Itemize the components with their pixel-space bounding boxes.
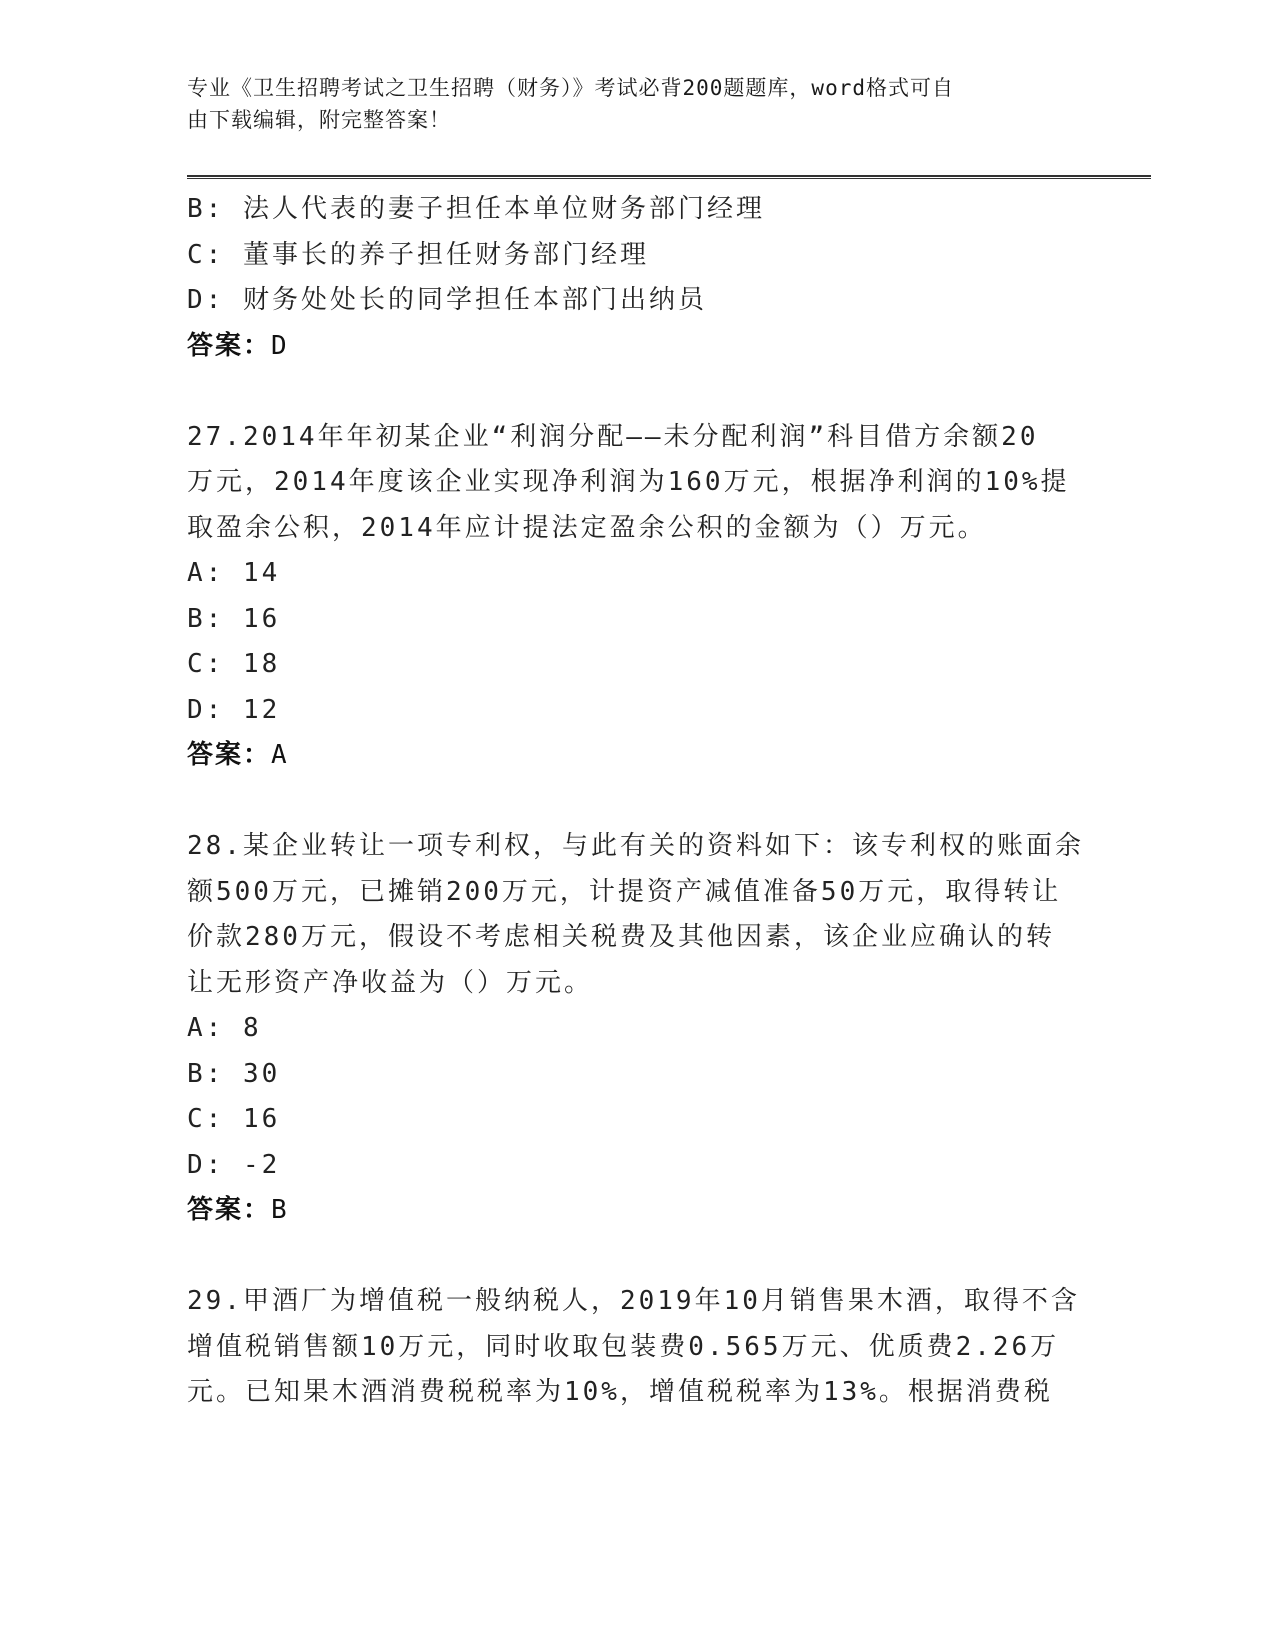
option-c: C: 董事长的养子担任财务部门经理 [187,239,649,270]
spacer [187,779,1077,825]
header-divider [187,175,1151,179]
option-b: B: 16 [187,603,281,634]
option-d: D: 财务处处长的同学担任本部门出纳员 [187,285,707,315]
spacer [187,369,1077,415]
question-stem-line: 28.某企业转让一项专利权，与此有关的资料如下：该专利权的账面余 [187,831,1084,861]
option-c: C: 16 [187,1104,281,1134]
question-content [187,187,1084,1416]
header-line-1: 专业《卫生招聘考试之卫生招聘（财务）》考试必背200题题库，word格式可自 [187,76,954,100]
option-b: B: 30 [187,1058,281,1089]
answer-value: A [271,740,287,770]
answer-label: 答案： [187,1195,272,1225]
answer-line [187,324,1077,370]
question-stem-line: 元。已知果木酒消费税税率为10%，增值税税率为13%。根据消费税 [187,1377,1053,1407]
question-stem-line: 价款280万元，假设不考虑相关税费及其他因素，该企业应确认的转 [187,922,1055,952]
question-stem-line: 取盈余公积，2014年应计提法定盈余公积的金额为（）万元。 [187,512,987,543]
question-stem-line: 增值税销售额10万元，同时收取包装费0.565万元、优质费2.26万 [187,1331,1060,1362]
option-b: B: 法人代表的妻子担任本单位财务部门经理 [187,194,765,224]
answer-value: B [271,1195,287,1225]
option-a: A: 8 [187,1013,262,1043]
question-28 [187,824,1084,1234]
question-stem-line: 让无形资产净收益为（）万元。 [187,967,594,998]
question-stem-line: 27.2014年年初某企业“利润分配——未分配利润”科目借方余额20 [187,421,1039,452]
answer-line [187,1188,1077,1234]
question-27 [187,415,1077,779]
question-26 [187,187,1077,369]
option-c: C: 18 [187,649,281,679]
spacer [187,1234,1077,1280]
question-stem-line: 29.甲酒厂为增值税一般纳税人，2019年10月销售果木酒，取得不含 [187,1286,1080,1316]
option-a: A: 14 [187,558,281,588]
header-line-2: 由下载编辑，附完整答案！ [187,108,451,132]
question-stem-line: 额500万元，已摊销200万元，计提资产减值准备50万元，取得转让 [187,876,1062,907]
answer-label: 答案： [187,330,272,361]
page-header [187,72,1067,136]
answer-label: 答案： [187,740,272,770]
answer-value: D [271,330,287,361]
option-d: D: -2 [187,1149,281,1180]
option-d: D: 12 [187,694,281,725]
question-29 [187,1279,1080,1416]
question-stem-line: 万元，2014年度该企业实现净利润为160万元，根据净利润的10%提 [187,467,1070,497]
answer-line [187,733,1077,779]
